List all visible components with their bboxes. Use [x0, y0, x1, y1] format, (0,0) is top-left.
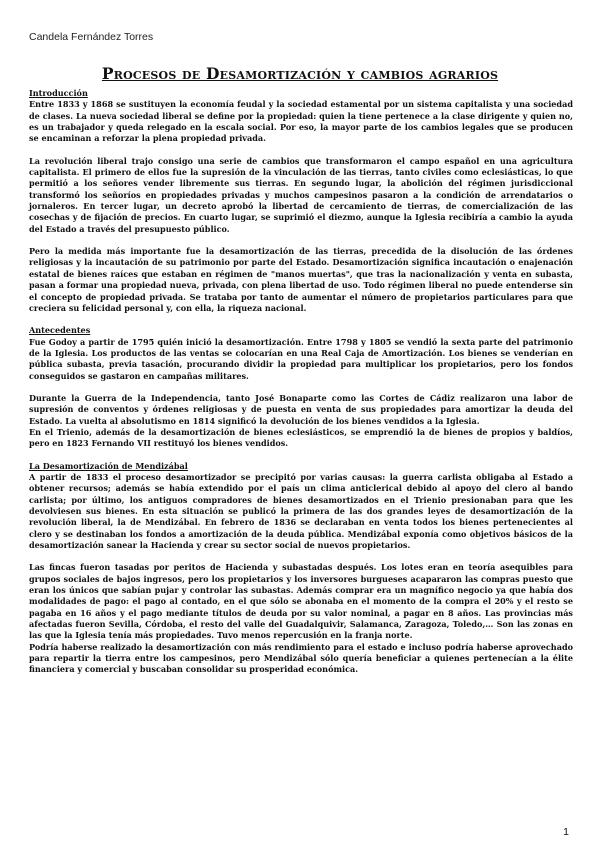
paragraph: Las fincas fueron tasadas por peritos de Hacienda y subastadas después. Los lotes eran en teoría asequibles para grupos sociales de bajos ingresos, pero los propietarios y los inversores burgueses acapararon las compras puesto que eran los únicos que sabían pujar y controlar las subastas. Además comprar era un magnífico negocio ya que había dos modalidades de pago: el pago al contado, en el que sólo se abonaba en el momento de la compra el 20% y el resto se pagaba en 16 años y el pago mediante títulos de deuda por su valor nominal, a pagar en 8 años. Las provincias más afectadas fueron Sevilla, Córdoba, el resto del valle del Guadalquivir, Salamanca, Zaragoza, Toledo,… Son las zonas en las que la Iglesia tenía más propiedades. Tuvo menos repercusión en la franja norte.: [29, 562, 573, 641]
document-title: Procesos de Desamortización y cambios agrarios: [101, 64, 499, 83]
paragraph: Fue Godoy a partir de 1795 quién inició la desamortización. Entre 1798 y 1805 se vendió la sexta parte del patrimonio de la Iglesia. Los productos de las ventas se colocarían en una Real Caja de Amortización. Los bienes se venderían en pública subasta, previa tasación, procurando dividir la propiedad para multiplicar los propietarios, pero los fondos conseguidos se gastaron en campañas militares.: [29, 336, 573, 381]
paragraph: Entre 1833 y 1868 se sustituyen la economía feudal y la sociedad estamental por un sistema capitalista y una sociedad de clases. La nueva sociedad liberal se define por la propiedad: quien la tiene pertenece a la clase dirigente y quien no, es un trabajador y queda relegado en la escala social. Por eso, la mayor parte de los cambios legales que se producen se encaminan a reforzar la plena propiedad privada.: [29, 99, 573, 144]
section-heading-introduccion: Introducción: [29, 88, 88, 98]
document-body: [29, 88, 573, 676]
section-heading-antecedentes: Antecedentes: [29, 325, 91, 336]
section-heading-mendizabal: La Desamortización de Mendizábal: [29, 460, 188, 471]
author-name: Candela Fernández Torres: [29, 31, 154, 43]
paragraph: La revolución liberal trajo consigo una serie de cambios que transformaron el campo español en una agricultura capitalista. El primero de ellos fue la supresión de la vinculación de las tierras, tanto civiles como eclesiásticas, lo que permitió a los señores vender libremente sus tierras. En segundo lugar, la abolición del régimen jurisdiccional transformó los señoríos en propiedades privadas y muchos campesinos pasaron a la condición de arrendatarios o jornaleros. En tercer lugar, un decreto aprobó la libertad de cercamiento de tierras, de comercialización de las cosechas y de fijación de precios. En cuarto lugar, se suprimió el diezmo, aunque la Iglesia recibiría a cambio la ayuda del Estado a través del presupuesto público.: [29, 155, 573, 234]
paragraph: A partir de 1833 el proceso desamortizador se precipitó por varias causas: la guerra carlista obligaba al Estado a obtener recursos; además se había extendido por el país un clima anticlerical debido al apoyo del clero al bando carlista; por último, los antiguos compradores de bienes desamortizados en el Trienio presionaban para que les devolviesen sus bienes. En esta situación se publicó la primera de las dos grandes leyes de desamortización de la revolución liberal, la de Mendizábal. En febrero de 1836 se declaraban en venta todos los bienes pertenecientes al clero y se destinaban los fondos a amortización de la deuda pública. Mendizábal exponía como objetivos básicos de la desamortización sanear la Hacienda y crear su sector social de nuevos propietarios.: [29, 471, 573, 551]
paragraph: Durante la Guerra de la Independencia, tanto José Bonaparte como las Cortes de Cádiz realizaron una labor de supresión de conventos y órdenes religiosas y de puesta en venta de sus propiedades para amortizar la deuda del Estado. La vuelta al absolutismo en 1814 significó la devolución de los bienes vendidos a la Iglesia.: [29, 392, 573, 426]
page-number: 1: [563, 826, 569, 838]
paragraph: Podría haberse realizado la desamortización con más rendimiento para el estado e incluso podría haberse aprovechado para repartir la tierra entre los campesinos, pero Mendizábal sólo quería beneficiar a quienes pertenecían a la élite financiera y comercial y buscaban consolidar su prosperidad económica.: [29, 641, 573, 675]
paragraph: Pero la medida más importante fue la desamortización de las tierras, precedida de la disolución de las órdenes religiosas y la incautación de su patrimonio por parte del Estado. Desamortización significa incautación o enajenación estatal de bienes raíces que estaban en régimen de "manos muertas", que tras la nacionalización y venta en subasta, pasan a formar una propiedad nueva, privada, con plena libertad de uso. Todo régimen liberal no puede entenderse sin el concepto de propiedad privada. Se trataba por tanto de aumentar el número de propietarios particulares para que creciera su felicidad personal y, con ella, la riqueza nacional.: [29, 246, 573, 313]
paragraph: En el Trienio, además de la desamortización de bienes eclesiásticos, se emprendió la de bienes de propios y baldíos, pero en 1823 Fernando VII restituyó los bienes vendidos.: [29, 426, 573, 449]
